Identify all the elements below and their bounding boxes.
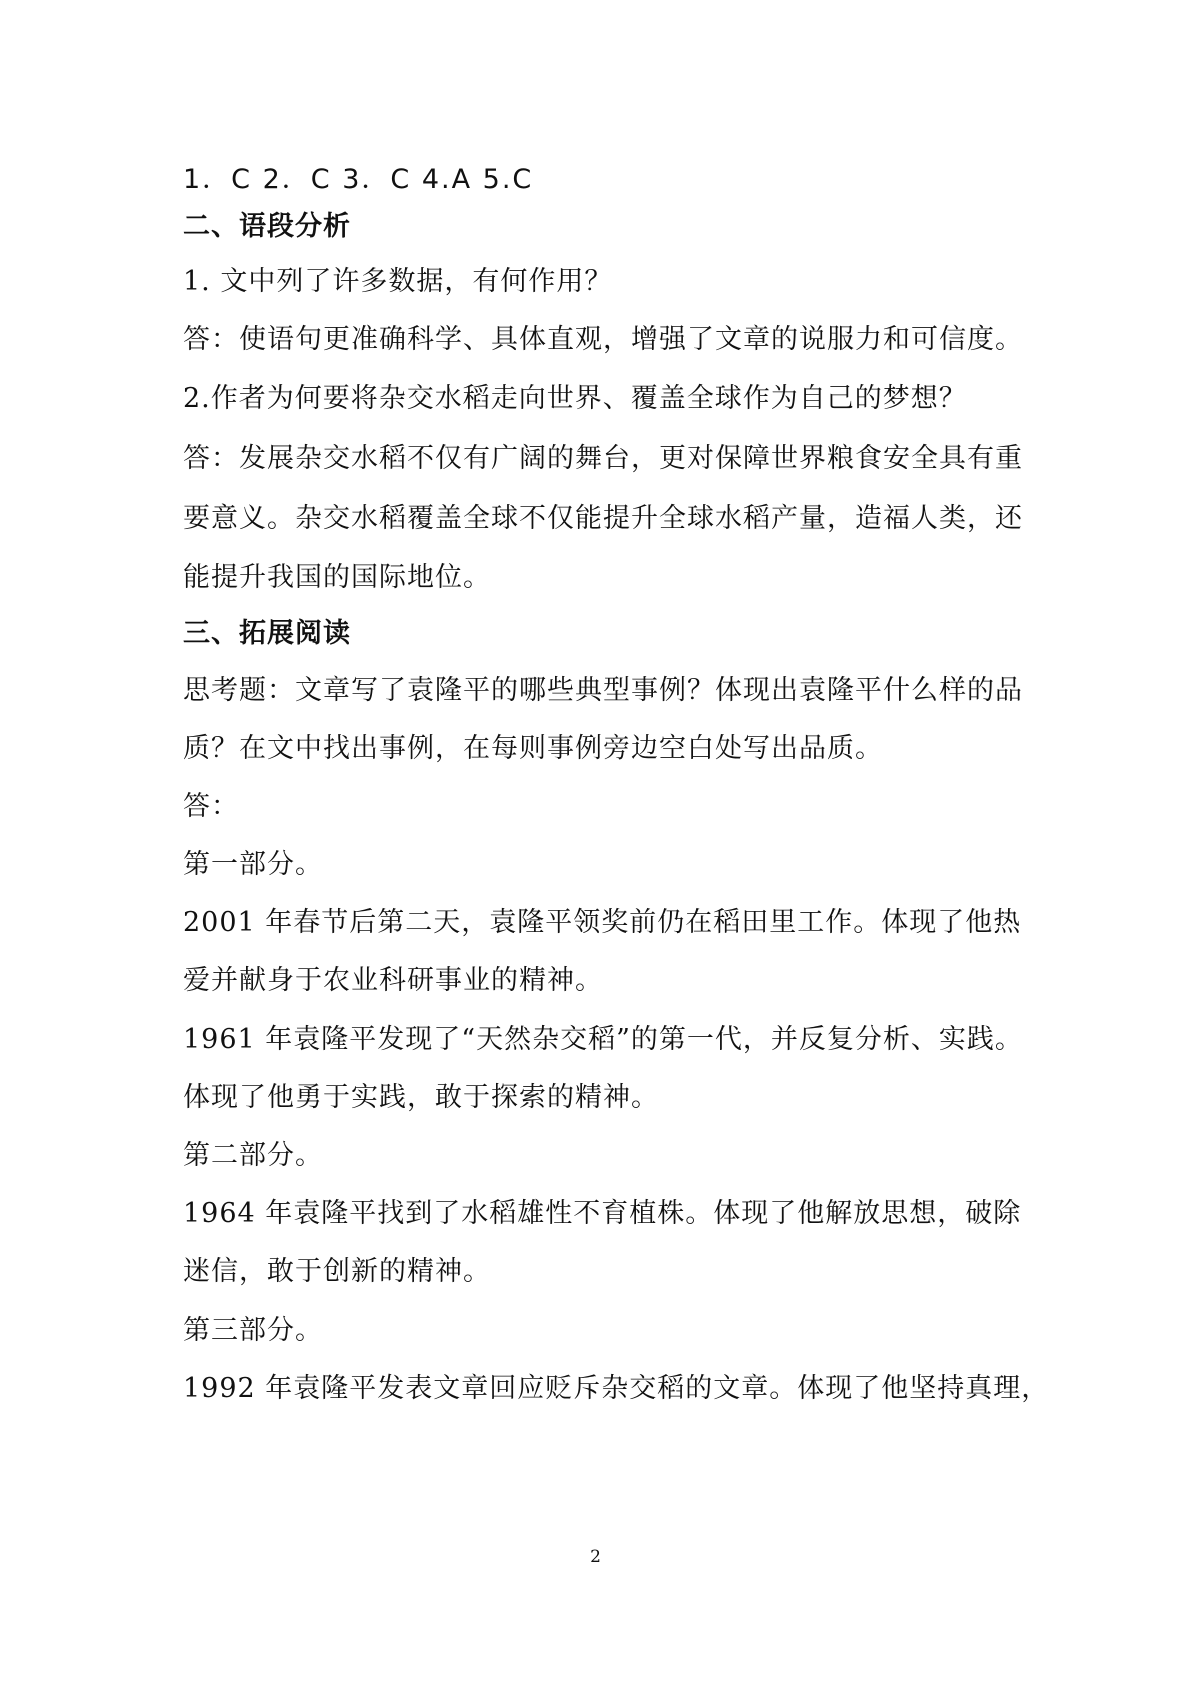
part-two-heading: 第二部分。 [183, 1140, 323, 1171]
question-2: 2.作者为何要将杂交水稻走向世界、覆盖全球作为自己的梦想？ [183, 383, 967, 414]
answer-label: 答： [183, 791, 239, 822]
section-heading-analysis: 二、语段分析 [183, 211, 351, 242]
question-1: 1. 文中列了许多数据，有何作用？ [183, 266, 613, 297]
answer-2-line-3: 能提升我国的国际地位。 [183, 562, 491, 593]
answer-key-line: 1．C 2．C 3．C 4.A 5.C [183, 164, 534, 195]
part-one-heading: 第一部分。 [183, 849, 323, 880]
thinking-question-line-1: 思考题：文章写了袁隆平的哪些典型事例？体现出袁隆平什么样的品 [183, 675, 1023, 706]
part-three-heading: 第三部分。 [183, 1315, 323, 1346]
example-2001-line-1: 2001 年春节后第二天，袁隆平领奖前仍在稻田里工作。体现了他热 [183, 907, 1022, 938]
page-number: 2 [590, 1547, 601, 1567]
answer-2-line-1: 答：发展杂交水稻不仅有广阔的舞台，更对保障世界粮食安全具有重 [183, 443, 1023, 474]
example-2001-line-2: 爱并献身于农业科研事业的精神。 [183, 965, 603, 996]
example-1992-line-1: 1992 年袁隆平发表文章回应贬斥杂交稻的文章。体现了他坚持真理， [183, 1373, 1050, 1404]
example-1961-line-2: 体现了他勇于实践，敢于探索的精神。 [183, 1082, 659, 1113]
thinking-question-line-2: 质？在文中找出事例，在每则事例旁边空白处写出品质。 [183, 733, 883, 764]
example-1964-line-2: 迷信，敢于创新的精神。 [183, 1256, 491, 1287]
example-1964-line-1: 1964 年袁隆平找到了水稻雄性不育植株。体现了他解放思想，破除 [183, 1198, 1022, 1229]
section-heading-extended-reading: 三、拓展阅读 [183, 618, 351, 649]
example-1961-line-1: 1961 年袁隆平发现了“天然杂交稻”的第一代，并反复分析、实践。 [183, 1024, 1023, 1055]
answer-1: 答：使语句更准确科学、具体直观，增强了文章的说服力和可信度。 [183, 324, 1023, 355]
answer-2-line-2: 要意义。杂交水稻覆盖全球不仅能提升全球水稻产量，造福人类，还 [183, 503, 1023, 534]
